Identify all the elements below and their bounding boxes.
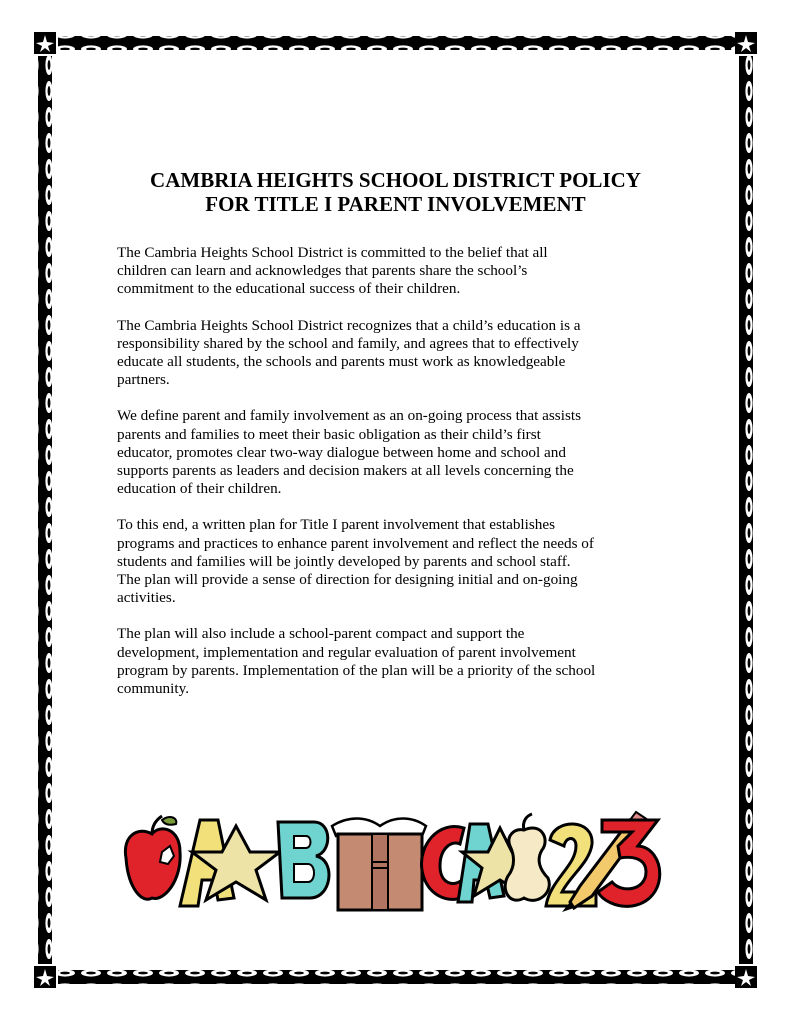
school-clipart-banner [118,806,674,918]
paragraph-3: We define parent and family involvement as an on-going process that assists parents and families to meet their basic obligation as their child’s first educator, promotes clear two-way dialogue between home and school and supports parents as leaders and decision makers at all levels concerning the education of their children. [117,407,581,498]
paragraph-1: The Cambria Heights School District is committed to the belief that all children can learn and acknowledges that parents share the school’s commitment to the educational success of their children. [117,244,548,298]
title-line-2: FOR TITLE I PARENT INVOLVEMENT [205,192,586,216]
corner-ornament-top-right [735,32,757,54]
letter-b-icon [278,822,329,898]
book-icon [332,819,426,911]
corner-ornament-bottom-left [34,966,56,988]
title-line-1: CAMBRIA HEIGHTS SCHOOL DISTRICT POLICY [150,168,641,192]
apple-icon [125,816,180,899]
corner-ornament-top-left [34,32,56,54]
paragraph-5: The plan will also include a school-parent compact and support the development, implementation and regular evaluation of parent involvement program by parents. Implementation of the plan will be a priority of the school community. [117,625,596,698]
paragraph-4: To this end, a written plan for Title I parent involvement that establishes programs and practices to enhance parent involvement and reflect the needs of students and families will be jointly developed by parents and school staff. The plan will provide a sense of direction for designing initial and on-going activities. [117,516,594,607]
corner-ornament-bottom-right [735,966,757,988]
document-body [117,244,597,716]
paragraph-2: The Cambria Heights School District recognizes that a child’s education is a responsibility shared by the school and family, and agrees that to effectively educate all students, the schools and parents must work as knowledgeable partners. [117,316,581,389]
document-title [100,168,691,216]
